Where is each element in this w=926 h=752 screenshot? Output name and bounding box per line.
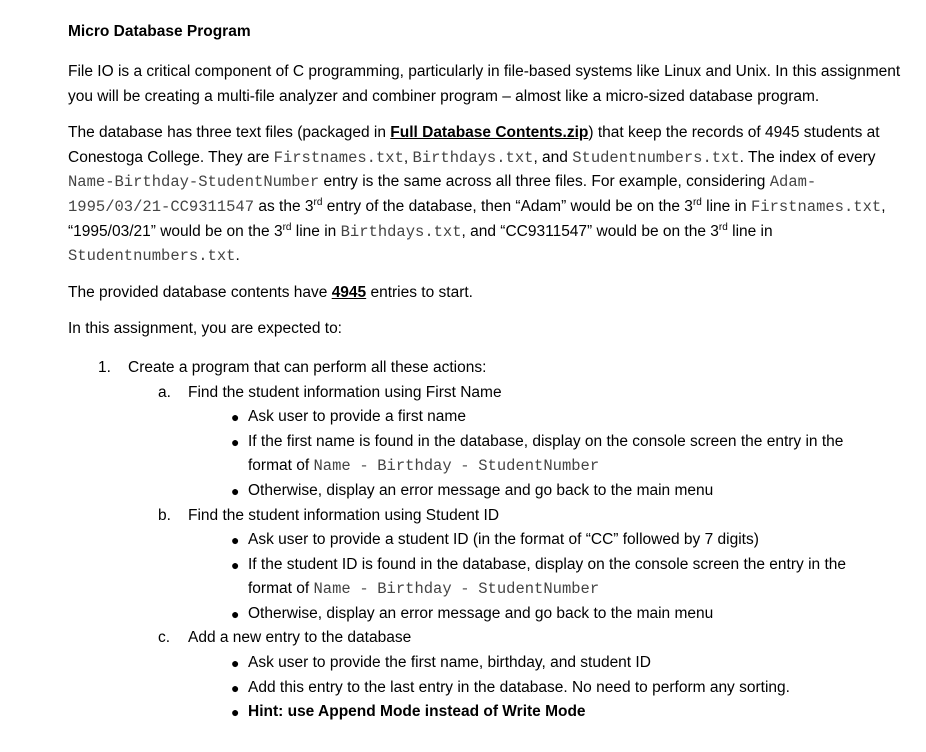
document bbox=[68, 22, 908, 725]
item-text: If the student ID is found in the database, display on the console screen the entry in the bbox=[248, 555, 846, 573]
item-text: Create a program that can perform all these actions: bbox=[128, 358, 487, 376]
filename: Studentnumbers.txt bbox=[68, 247, 236, 266]
example-entry: Adam-1995/03/21-CC9311547 bbox=[68, 173, 817, 216]
entry-count: 4945 bbox=[331, 283, 367, 301]
bullet-icon: ● bbox=[231, 409, 240, 426]
text: entries to start. bbox=[366, 283, 473, 301]
list-item bbox=[68, 676, 908, 701]
page-title: Micro Database Program bbox=[68, 23, 251, 40]
bullet-icon: ● bbox=[231, 704, 240, 721]
text: , “1995/03/21” would be on the 3 bbox=[68, 197, 886, 240]
item-text: Otherwise, display an error message and go back to the main menu bbox=[248, 604, 714, 622]
text: , and bbox=[533, 148, 573, 166]
item-text: Add this entry to the last entry in the database. No need to perform any sorting. bbox=[248, 678, 790, 696]
list-item bbox=[68, 504, 908, 529]
item-text: Ask user to provide the first name, birthday, and student ID bbox=[248, 654, 651, 672]
text: line in bbox=[727, 222, 773, 240]
item-letter: c. bbox=[158, 629, 171, 647]
ordinal-suffix: rd bbox=[718, 221, 728, 233]
text: , and “CC9311547” would be on the 3 bbox=[461, 222, 719, 240]
text: . bbox=[235, 247, 240, 265]
bullet-icon: ● bbox=[231, 679, 240, 696]
item-letter: a. bbox=[158, 383, 171, 401]
item-letter: b. bbox=[158, 506, 171, 524]
item-text: Ask user to provide a first name bbox=[248, 408, 466, 426]
item-text: Otherwise, display an error message and go back to the main menu bbox=[248, 481, 714, 499]
format-name: Name bbox=[313, 457, 351, 476]
entries-paragraph bbox=[68, 281, 908, 306]
intro-paragraph: File IO is a critical component of C programming, particularly in file-based systems like Linux and Unix. In this assignment you will be creating a multi-file analyzer and combiner program – almost like a micro-sized database program. bbox=[68, 63, 901, 105]
ordinal-suffix: rd bbox=[313, 196, 323, 208]
text: , bbox=[403, 148, 413, 166]
format-birthday: Birthday bbox=[377, 580, 452, 599]
list-item bbox=[68, 479, 908, 504]
ordinal-suffix: rd bbox=[282, 221, 292, 233]
separator: - bbox=[359, 457, 369, 476]
list-item bbox=[68, 651, 908, 676]
list-item bbox=[68, 553, 908, 578]
item-text: Ask user to provide a student ID (in the format of “CC” followed by 7 digits) bbox=[248, 531, 759, 549]
bullet-icon: ● bbox=[231, 482, 240, 499]
bullet-icon: ● bbox=[231, 433, 240, 450]
item-text: format of bbox=[248, 580, 314, 598]
item-text: If the first name is found in the database, display on the console screen the entry in the bbox=[248, 432, 844, 450]
list-item bbox=[68, 528, 908, 553]
list-item bbox=[68, 626, 908, 651]
format-name: Name bbox=[313, 580, 351, 599]
hint-text: Hint: use Append Mode instead of Write Mode bbox=[248, 703, 586, 721]
bullet-icon: ● bbox=[231, 532, 240, 549]
filename: Birthdays.txt bbox=[340, 222, 462, 241]
filename: Studentnumbers.txt bbox=[572, 148, 740, 167]
zip-file-link[interactable]: Full Database Contents.zip bbox=[390, 124, 589, 142]
list-item bbox=[68, 700, 908, 725]
filename: Birthdays.txt bbox=[412, 148, 534, 167]
bullet-icon: ● bbox=[231, 605, 240, 622]
text: as the 3 bbox=[254, 197, 314, 215]
item-text: Add a new entry to the database bbox=[188, 629, 412, 647]
text: The provided database contents have bbox=[68, 283, 332, 301]
bullet-icon: ● bbox=[231, 655, 240, 672]
list-item-continuation bbox=[68, 577, 908, 602]
text: line in bbox=[701, 197, 751, 215]
separator: - bbox=[460, 457, 470, 476]
separator: - bbox=[359, 580, 369, 599]
entry-format: Name-Birthday-StudentNumber bbox=[68, 173, 320, 192]
text: entry of the database, then “Adam” would be on the 3 bbox=[322, 197, 693, 215]
ordinal-suffix: rd bbox=[692, 196, 702, 208]
expectations-paragraph: In this assignment, you are expected to: bbox=[68, 320, 342, 338]
list-item bbox=[68, 602, 908, 627]
format-birthday: Birthday bbox=[377, 457, 452, 476]
filename: Firstnames.txt bbox=[273, 148, 404, 167]
list-item bbox=[68, 381, 908, 406]
text: line in bbox=[291, 222, 341, 240]
list-item bbox=[68, 430, 908, 455]
format-student-number: StudentNumber bbox=[478, 580, 600, 599]
item-text: format of bbox=[248, 457, 314, 475]
item-number: 1. bbox=[98, 358, 111, 376]
list-item bbox=[68, 405, 908, 430]
database-paragraph bbox=[68, 121, 908, 269]
list-item bbox=[68, 356, 908, 381]
text: ) that keep the records of 4945 students at Conestoga College. They are bbox=[68, 124, 880, 166]
text: entry is the same across all three files. For example, considering bbox=[319, 173, 770, 191]
requirements-list bbox=[68, 356, 908, 725]
separator: - bbox=[460, 580, 470, 599]
bullet-icon: ● bbox=[231, 556, 240, 573]
item-text: Find the student information using Student ID bbox=[188, 506, 500, 524]
list-item-continuation bbox=[68, 454, 908, 479]
text: . The index of every bbox=[739, 148, 876, 166]
text: The database has three text files (packaged in bbox=[68, 124, 391, 142]
format-student-number: StudentNumber bbox=[478, 457, 600, 476]
item-text: Find the student information using First Name bbox=[188, 383, 502, 401]
filename: Firstnames.txt bbox=[750, 197, 882, 216]
